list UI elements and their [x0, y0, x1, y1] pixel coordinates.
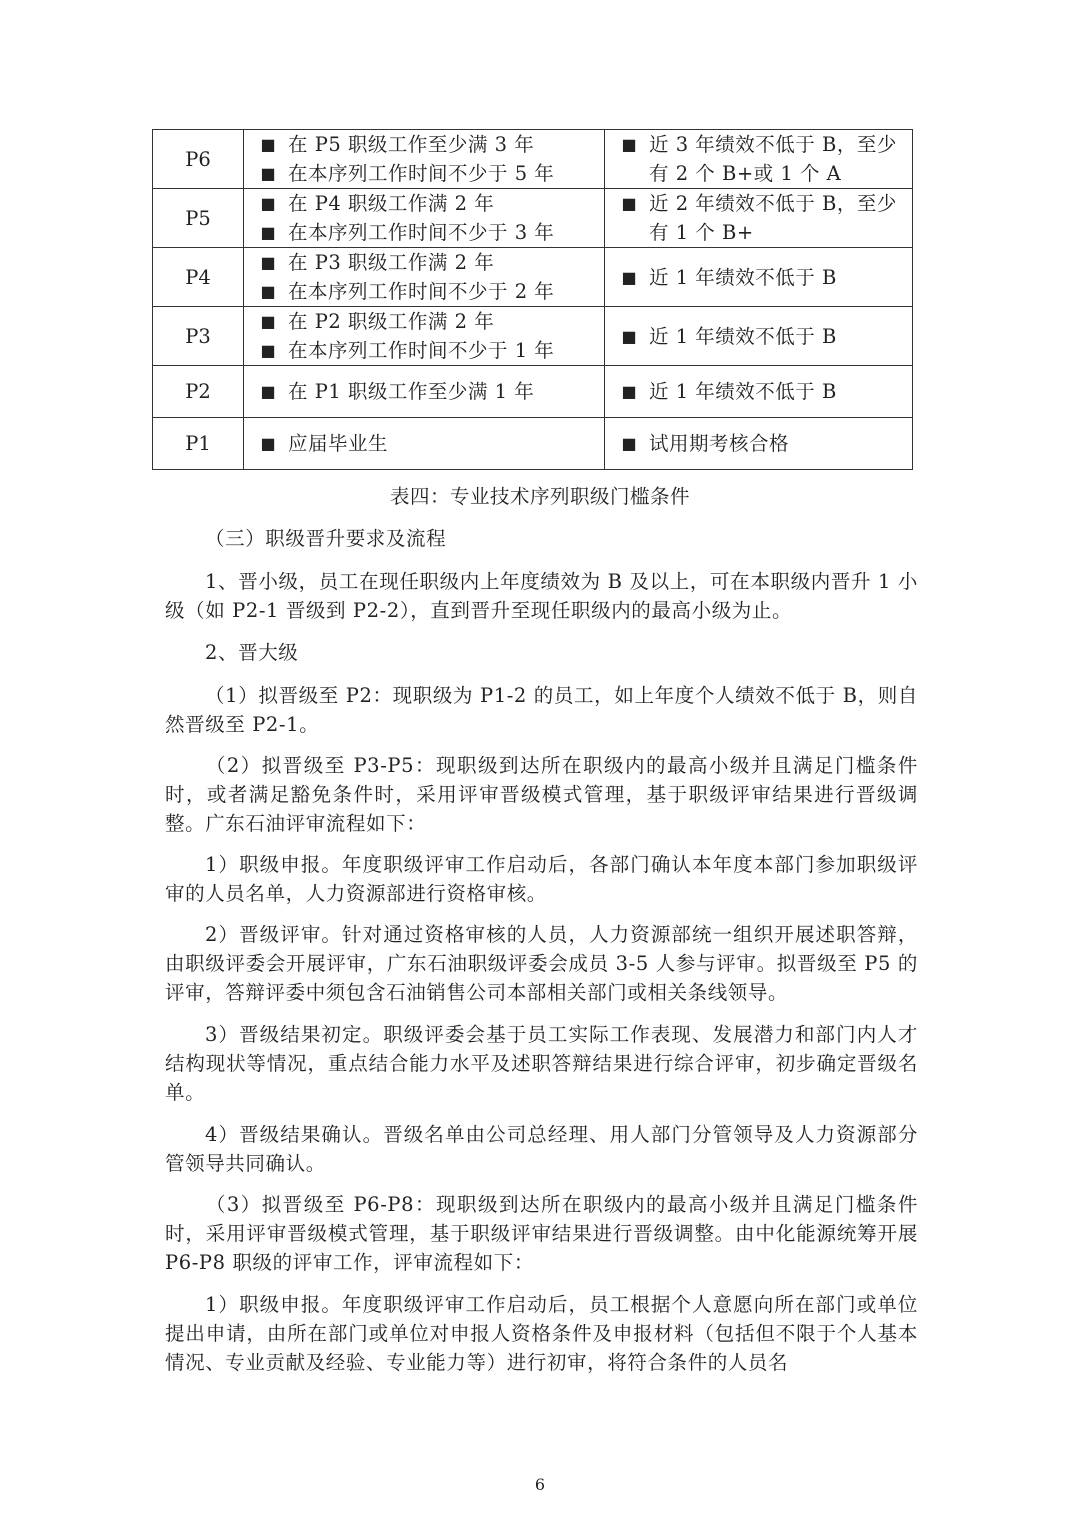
bullet-icon: ■ — [260, 253, 276, 272]
requirements-cell: ■ 在 P5 职级工作至少满 3 年 ■ 在本序列工作时间不少于 5 年 — [244, 130, 605, 189]
level-cell: P1 — [153, 418, 244, 470]
bullet-icon: ■ — [260, 341, 276, 360]
paragraph: 1、晋小级，员工在现任职级内上年度绩效为 B 及以上，可在本职级内晋升 1 小级（如 P2-1 晋级到 P2-2），直到晋升至现任职级内的最高小级为止。 — [165, 570, 918, 622]
table-row — [153, 248, 913, 307]
level-cell: P6 — [153, 130, 244, 189]
paragraph: 3）晋级结果初定。职级评委会基于员工实际工作表现、发展潜力和部门内人才结构现状等情况，重点结合能力水平及述职答辩结果进行综合评审，初步确定晋级名单。 — [165, 1023, 918, 1104]
bullet-icon: ■ — [621, 135, 637, 154]
bullet-icon: ■ — [260, 223, 276, 242]
requirements-cell: ■ 在 P2 职级工作满 2 年 ■ 在本序列工作时间不少于 1 年 — [244, 307, 605, 366]
page-number: 6 — [534, 1475, 546, 1494]
bullet-icon: ■ — [260, 434, 276, 453]
paragraph: 2）晋级评审。针对通过资格审核的人员，人力资源部统一组织开展述职答辩，由职级评委会开展评审，广东石油职级评委会成员 3-5 人参与评审。拟晋级至 P5 的评审，答辩评委中须包含石油销售公司本部相关部门或相关条线领导。 — [165, 923, 918, 1004]
requirements-cell: ■ 在 P3 职级工作满 2 年 ■ 在本序列工作时间不少于 2 年 — [244, 248, 605, 307]
paragraph: 2、晋大级 — [205, 641, 299, 664]
paragraph: （2）拟晋级至 P3-P5：现职级到达所在职级内的最高小级并且满足门槛条件时，或者满足豁免条件时，采用评审晋级模式管理，基于职级评审结果进行晋级调整。广东石油评审流程如下： — [165, 754, 918, 835]
table-row — [153, 366, 913, 418]
requirements-cell: ■ 在 P4 职级工作满 2 年 ■ 在本序列工作时间不少于 3 年 — [244, 189, 605, 248]
bullet-icon: ■ — [621, 434, 637, 453]
paragraph: 4）晋级结果确认。晋级名单由公司总经理、用人部门分管领导及人力资源部分管领导共同确认。 — [165, 1123, 918, 1175]
bullet-icon: ■ — [260, 382, 276, 401]
bullet-icon: ■ — [621, 267, 637, 287]
bullet-icon: ■ — [621, 382, 637, 401]
bullet-icon: ■ — [260, 194, 276, 213]
performance-cell: ■ 近 1 年绩效不低于 B — [605, 366, 913, 418]
bullet-icon: ■ — [260, 312, 276, 331]
bullet-icon: ■ — [621, 194, 637, 213]
table-row — [153, 418, 913, 470]
table-row — [153, 307, 913, 366]
requirements-cell: ■ 应届毕业生 — [244, 418, 605, 470]
performance-cell: ■ 试用期考核合格 — [605, 418, 913, 470]
bullet-icon: ■ — [260, 164, 276, 183]
performance-cell: ■ 近 1 年绩效不低于 B — [605, 307, 913, 366]
bullet-icon: ■ — [260, 135, 276, 154]
level-cell: P4 — [153, 248, 244, 307]
paragraph: （3）拟晋级至 P6-P8：现职级到达所在职级内的最高小级并且满足门槛条件时，采用评审晋级模式管理，基于职级评审结果进行晋级调整。由中化能源统筹开展 P6-P8 职级的评审工作，评审流程如下： — [165, 1193, 918, 1274]
level-cell: P2 — [153, 366, 244, 418]
paragraph: 1）职级申报。年度职级评审工作启动后，各部门确认本年度本部门参加职级评审的人员名单，人力资源部进行资格审核。 — [165, 853, 918, 905]
performance-cell: ■ 近 1 年绩效不低于 B — [605, 248, 913, 307]
paragraph: （1）拟晋级至 P2：现职级为 P1-2 的员工，如上年度个人绩效不低于 B，则自然晋级至 P2-1。 — [165, 684, 918, 736]
table-row — [153, 189, 913, 248]
table-caption: 表四：专业技术序列职级门槛条件 — [389, 485, 690, 508]
performance-cell: ■ 近 2 年绩效不低于 B，至少有 1 个 B+ — [605, 189, 913, 248]
bullet-icon: ■ — [260, 282, 276, 301]
section-heading: （三）职级晋升要求及流程 — [205, 527, 447, 550]
level-cell: P3 — [153, 307, 244, 366]
paragraph: 1）职级申报。年度职级评审工作启动后，员工根据个人意愿向所在部门或单位提出申请，由所在部门或单位对申报人资格条件及申报材料（包括但不限于个人基本情况、专业贡献及经验、专业能力等）进行初审，将符合条件的人员名 — [165, 1293, 918, 1374]
level-cell: P5 — [153, 189, 244, 248]
bullet-icon: ■ — [621, 326, 637, 346]
grade-threshold-table — [152, 129, 913, 470]
requirements-cell: ■ 在 P1 职级工作至少满 1 年 — [244, 366, 605, 418]
performance-cell: ■ 近 3 年绩效不低于 B，至少有 2 个 B+或 1 个 A — [605, 130, 913, 189]
table-row — [153, 130, 913, 189]
